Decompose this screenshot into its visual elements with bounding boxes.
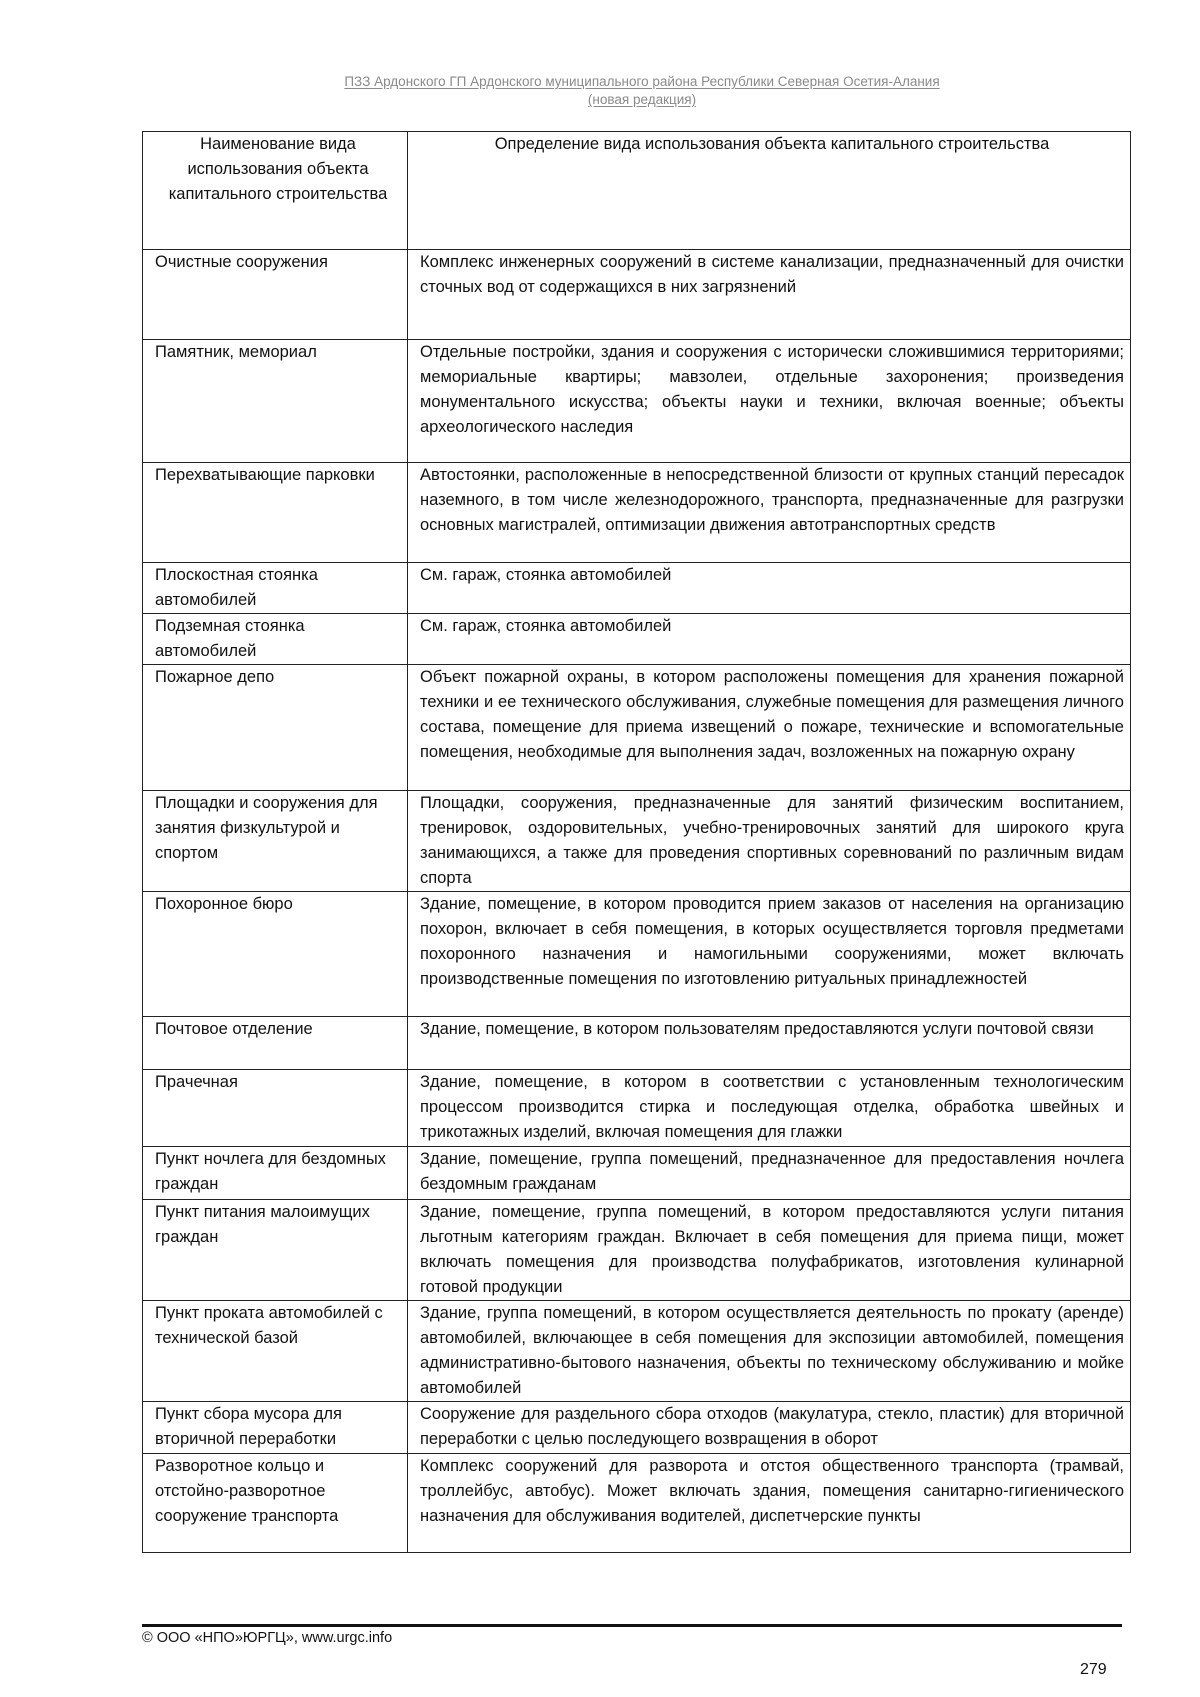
row-name: Пункт проката автомобилей с технической базой xyxy=(143,1301,408,1402)
row-name: Площадки и сооружения для занятия физкультурой и спортом xyxy=(143,791,408,892)
row-definition: Здание, помещение, в котором пользователям предоставляются услуги почтовой связи xyxy=(408,1017,1131,1070)
row-definition: Здание, помещение, в котором в соответствии с установленным технологическим процессом производится стирка и последующая отделка, обработка швейных и трикотажных изделий, включая помещения для глажки xyxy=(408,1070,1131,1147)
row-definition: Объект пожарной охраны, в котором расположены помещения для хранения пожарной техники и ее технического обслуживания, служебные помещения для размещения личного состава, помещение для приема извещений о пожаре, технические и вспомогательные помещения, необходимые для выполнения задач, возложенных на пожарную охрану xyxy=(408,665,1131,791)
table-row xyxy=(143,463,1131,563)
row-name: Плоскостная стоянка автомобилей xyxy=(143,563,408,614)
row-definition: Здание, помещение, группа помещений, предназначенное для предоставления ночлега бездомным гражданам xyxy=(408,1147,1131,1200)
column-header-definition: Определение вида использования объекта капитального строительства xyxy=(408,132,1131,250)
row-definition: Сооружение для раздельного сбора отходов (макулатура, стекло, пластик) для вторичной переработки с целью последующего возвращения в оборот xyxy=(408,1402,1131,1454)
document-header xyxy=(142,73,1142,109)
row-definition: Автостоянки, расположенные в непосредственной близости от крупных станций пересадок наземного, в том числе железнодорожного, транспорта, предназначенные для разгрузки основных магистралей, оптимизации движения автотранспортных средств xyxy=(408,463,1131,563)
row-name: Очистные сооружения xyxy=(143,250,408,340)
row-definition: См. гараж, стоянка автомобилей xyxy=(408,563,1131,614)
row-name: Памятник, мемориал xyxy=(143,340,408,463)
column-header-name: Наименование вида использования объекта капитального строительства xyxy=(143,132,408,250)
footer-divider xyxy=(142,1624,1122,1627)
row-name: Пункт питания малоимущих граждан xyxy=(143,1200,408,1301)
table-header-row xyxy=(143,132,1131,250)
table-row xyxy=(143,791,1131,892)
row-definition: Здание, помещение, в котором проводится прием заказов от населения на организацию похорон, включает в себя помещения, в которых осуществляется торговля предметами похоронного назначения и намогильными сооружениями, может включать производственные помещения по изготовлению ритуальных принадлежностей xyxy=(408,892,1131,1017)
header-subtitle: (новая редакция) xyxy=(587,92,697,107)
table-row xyxy=(143,1200,1131,1301)
footer-copyright: © ООО «НПО»ЮРГЦ», www.urgc.info xyxy=(142,1630,393,1646)
table-row xyxy=(143,1402,1131,1454)
land-use-table xyxy=(142,131,1131,1553)
table-row xyxy=(143,1301,1131,1402)
table-row xyxy=(143,892,1131,1017)
row-name: Похоронное бюро xyxy=(143,892,408,1017)
row-name: Пункт сбора мусора для вторичной переработки xyxy=(143,1402,408,1454)
table-row xyxy=(143,340,1131,463)
row-name: Перехватывающие парковки xyxy=(143,463,408,563)
row-name: Разворотное кольцо и отстойно-разворотное сооружение транспорта xyxy=(143,1454,408,1553)
table-row xyxy=(143,1454,1131,1553)
table-row xyxy=(143,1147,1131,1200)
row-name: Пункт ночлега для бездомных граждан xyxy=(143,1147,408,1200)
table-row xyxy=(143,665,1131,791)
page-number: 279 xyxy=(1080,1661,1107,1678)
table-row xyxy=(143,1017,1131,1070)
table-row xyxy=(143,250,1131,340)
row-name: Подземная стоянка автомобилей xyxy=(143,614,408,665)
row-definition: Комплекс инженерных сооружений в системе канализации, предназначенный для очистки сточных вод от содержащихся в них загрязнений xyxy=(408,250,1131,340)
row-definition: Комплекс сооружений для разворота и отстоя общественного транспорта (трамвай, троллейбус, автобус). Может включать здания, помещения санитарно-гигиенического назначения для обслуживания водителей, диспетчерские пункты xyxy=(408,1454,1131,1553)
row-definition: Площадки, сооружения, предназначенные для занятий физическим воспитанием, тренировок, оздоровительных, учебно-тренировочных занятий для широкого круга занимающихся, а также для проведения спортивных соревнований по различным видам спорта xyxy=(408,791,1131,892)
row-definition: См. гараж, стоянка автомобилей xyxy=(408,614,1131,665)
row-definition: Здание, помещение, группа помещений, в котором предоставляются услуги питания льготным категориям граждан. Включает в себя помещения для приема пищи, может включать помещения для производства полуфабрикатов, изготовления кулинарной готовой продукции xyxy=(408,1200,1131,1301)
row-definition: Здание, группа помещений, в котором осуществляется деятельность по прокату (аренде) автомобилей, включающее в себя помещения для экспозиции автомобилей, помещения административно-бытового назначения, объекты по техническому обслуживанию и мойке автомобилей xyxy=(408,1301,1131,1402)
row-name: Прачечная xyxy=(143,1070,408,1147)
table-row xyxy=(143,563,1131,614)
row-name: Почтовое отделение xyxy=(143,1017,408,1070)
header-title: ПЗЗ Ардонского ГП Ардонского муниципального района Республики Северная Осетия-Алания xyxy=(344,74,940,89)
table-row xyxy=(143,1070,1131,1147)
row-name: Пожарное депо xyxy=(143,665,408,791)
row-definition: Отдельные постройки, здания и сооружения с исторически сложившимися территориями; мемориальные квартиры; мавзолеи, отдельные захоронения; произведения монументального искусства; объекты науки и техники, включая военные; объекты археологического наследия xyxy=(408,340,1131,463)
table-row xyxy=(143,614,1131,665)
